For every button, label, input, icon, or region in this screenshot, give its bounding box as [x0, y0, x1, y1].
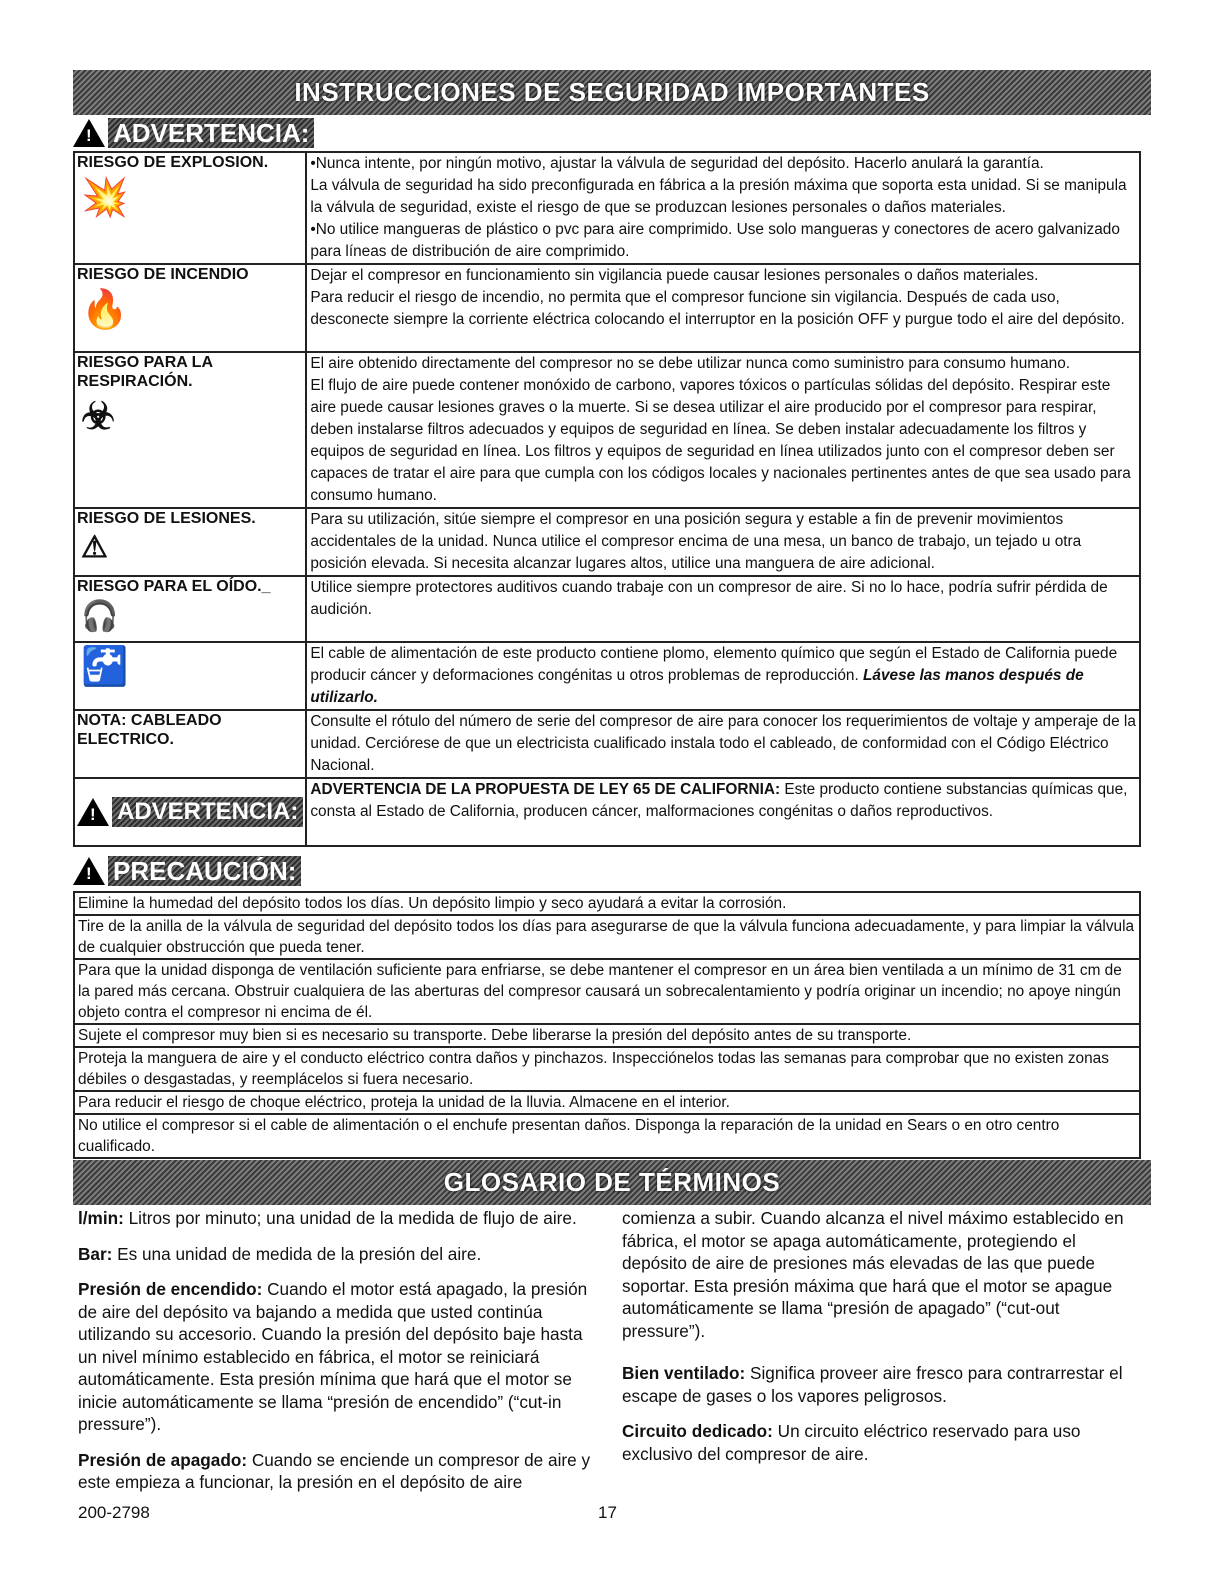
glossary-definition: Es una unidad de medida de la presión del aire. [112, 1243, 482, 1264]
hazard-row [74, 710, 1140, 778]
glossary-entry [78, 1243, 598, 1266]
warning-label: ADVERTENCIA: [108, 118, 314, 148]
hazard-text: El cable de alimentación de este producto contiene plomo, elemento químico que según el Estado de California puede producir cáncer y deformaciones congénitas u otros problemas de reproducción. [310, 645, 1118, 684]
hazard-text: El aire obtenido directamente del compresor no se debe utilizar nunca como suministro para consumo humano. [310, 355, 1071, 372]
hazard-label: RIESGO DE INCENDIO [77, 266, 249, 283]
glossary-definition: Significa proveer aire fresco para contrarrestar el escape de gases o los vapores peligrosos. [622, 1363, 1123, 1406]
caution-header [73, 856, 301, 886]
precaution-item: No utilice el compresor si el cable de alimentación o el enchufe presentan daños. Disponga la reparación de la unidad en Sears o en otro centro cualificado. [73, 1115, 1141, 1159]
hazard-text-cell [306, 576, 1140, 642]
safety-banner [73, 70, 1151, 115]
glossary-entry [622, 1420, 1137, 1465]
explosion-icon: 💥 [81, 177, 129, 219]
respiration-hazard-icon: ☣ [81, 396, 116, 438]
hazard-label-cell [74, 508, 306, 576]
glossary-title: GLOSARIO DE TÉRMINOS [443, 1167, 781, 1197]
glossary-entry [78, 1449, 598, 1494]
hazard-table [73, 151, 1141, 847]
glossary-term: Presión de apagado: [78, 1449, 248, 1470]
caution-label: PRECAUCIÓN: [108, 856, 301, 886]
hazard-text: Consulte el rótulo del número de serie del compresor de aire para conocer los requerimientos de voltaje y amperaje de la unidad. Cerciórese de que un electricista cualificado instala todo el cableado, de conformidad con el Código Eléctrico Nacional. [310, 713, 1136, 774]
warning-triangle-icon [77, 798, 109, 826]
glossary-term: l/min: [78, 1208, 124, 1228]
prop65-text: Este producto contiene substancias químicas que, consta al Estado de California, producen cáncer, malformaciones congénitas o daños reproductivos. [310, 781, 1128, 820]
glossary-entry [78, 1207, 598, 1230]
hazard-label: RIESGO PARA EL OÍDO._ [77, 578, 271, 595]
hazard-text-cell [306, 352, 1140, 508]
hazard-label: RIESGO DE LESIONES. [77, 510, 256, 527]
wash-hands-icon: 🚰 [81, 646, 129, 688]
glossary-definition: Un circuito eléctrico reservado para uso exclusivo del compresor de aire. [622, 1421, 1081, 1464]
glossary-definition: Cuando se enciende un compresor de aire y este empieza a funcionar, la presión en el depósito de aire [78, 1449, 591, 1492]
glossary-right-column [622, 1207, 1137, 1478]
precaution-item: Tire de la anilla de la válvula de seguridad del depósito todos los días para asegurarse de que la válvula funciona adecuadamente, y para limpiar la válvula de cualquier obstrucción que pueda tener. [73, 916, 1141, 960]
injury-hazard-icon: ⚠ [81, 531, 108, 564]
glossary-term: Bien ventilado: [622, 1363, 746, 1383]
hazard-label-cell [74, 152, 306, 264]
hazard-text: •No utilice mangueras de plástico o pvc para aire comprimido. Use solo mangueras y conectores de acero galvanizado para líneas de distribución de aire comprimido. [310, 221, 1120, 260]
glossary-banner [73, 1160, 1151, 1205]
glossary-left-column [78, 1207, 598, 1507]
precaution-item: Sujete el compresor muy bien si es necesario su transporte. Debe liberarse la presión del depósito antes de su transporte. [73, 1025, 1141, 1048]
warning-header [73, 118, 314, 148]
fire-icon: 🔥 [81, 289, 129, 331]
hazard-label-cell [74, 778, 306, 846]
hazard-row [74, 778, 1140, 846]
hazard-row [74, 264, 1140, 352]
hazard-label-cell [74, 642, 306, 710]
prop65-warning-header [77, 797, 303, 827]
precaution-item: Para que la unidad disponga de ventilación suficiente para enfriarse, se debe mantener el compresor en un área bien ventilada a un mínimo de 31 cm de la pared más cercana. Obstruir cualquiera de las aberturas del compresor causará un sobrecalentamiento y podría originar un incendio; no apoye ningún objeto contra el compresor ni encima de él. [73, 960, 1141, 1025]
precaution-item: Para reducir el riesgo de choque eléctrico, proteja la unidad de la lluvia. Almacene en el interior. [73, 1092, 1141, 1115]
glossary-definition: Litros por minuto; una unidad de la medida de flujo de aire. [123, 1208, 577, 1228]
glossary-entry [622, 1362, 1137, 1407]
hazard-row [74, 352, 1140, 508]
glossary-continuation: comienza a subir. Cuando alcanza el nivel máximo establecido en fábrica, el motor se apaga automáticamente, protegiendo el depósito de aire de presiones más elevadas de las que puede soportar. Esta presión máxima que hará que el motor se apague automáticamente se llama “presión de apagado” (“cut-out pressure”). [622, 1208, 1124, 1341]
hazard-text: Utilice siempre protectores auditivos cuando trabaje con un compresor de aire. Si no lo hace, podría sufrir pérdida de audición. [310, 579, 1108, 618]
hazard-label-cell [74, 710, 306, 778]
hazard-row [74, 642, 1140, 710]
hazard-emphasis: Lávese las manos después de utilizarlo. [310, 667, 1084, 706]
hazard-text: La válvula de seguridad ha sido preconfigurada en fábrica a la presión máxima que soporta esta unidad. Si se manipula la válvula de seguridad, existe el riesgo de que se produzcan lesiones personales o daños materiales. [310, 177, 1127, 216]
hazard-text-cell [306, 710, 1140, 778]
glossary-term: Bar: [78, 1243, 113, 1264]
hazard-text: Para reducir el riesgo de incendio, no permita que el compresor funcione sin vigilancia. Después de cada uso, desconecte siempre la corriente eléctrica colocando el interruptor en la posición OFF y purgue todo el aire del depósito. [310, 289, 1125, 328]
hazard-text-cell [306, 508, 1140, 576]
hazard-label-cell [74, 352, 306, 508]
precaution-item: Elimine la humedad del depósito todos los días. Un depósito limpio y seco ayudará a evitar la corrosión. [73, 891, 1141, 916]
warning-triangle-icon [73, 119, 105, 147]
hazard-text-cell [306, 264, 1140, 352]
warning-label: ADVERTENCIA: [112, 797, 303, 827]
glossary-entry [78, 1278, 598, 1436]
hazard-text: Para su utilización, sitúe siempre el compresor en una posición segura y estable a fin de prevenir movimientos accidentales de la unidad. Nunca utilice el compresor encima de una mesa, un banco de trabajo, un tejado u otra posición elevada. Si necesita alcanzar lugares altos, utilice una manguera de aire adicional. [310, 511, 1082, 572]
hazard-row [74, 508, 1140, 576]
hazard-text-cell [306, 152, 1140, 264]
hazard-label: RIESGO DE EXPLOSION. [77, 154, 269, 171]
hazard-text-cell [306, 642, 1140, 710]
doc-number: 200-2798 [78, 1503, 150, 1522]
prop65-title: ADVERTENCIA DE LA PROPUESTA DE LEY 65 DE CALIFORNIA: [310, 781, 781, 798]
hazard-row [74, 152, 1140, 264]
glossary-term: Presión de encendido: [78, 1279, 263, 1299]
hazard-label-cell [74, 264, 306, 352]
hazard-label-cell [74, 576, 306, 642]
hazard-text: El flujo de aire puede contener monóxido de carbono, vapores tóxicos o partículas sólidas del depósito. Respirar este aire puede causar lesiones graves o la muerte. Si se desea utilizar el aire producido por el compresor para respirar, deben instalarse filtros adecuados y equipos de seguridad en línea. Se deben instalar adecuadamente los filtros y equipos de seguridad en línea. Los filtros y equipos de seguridad en línea utilizados junto con el compresor deben ser capaces de tratar el aire para que cumpla con los códigos locales y nacionales pertinentes antes de que sea usado para consumo humano. [310, 377, 1131, 504]
hazard-text: •Nunca intente, por ningún motivo, ajustar la válvula de seguridad del depósito. Hacerlo anulará la garantía. [310, 155, 1044, 172]
glossary-definition: Cuando el motor está apagado, la presión de aire del depósito va bajando a medida que usted continúa utilizando su accesorio. Cuando la presión del depósito baje hasta un nivel mínimo establecido en fábrica, el motor se reiniciará automáticamente. Esta presión mínima que hará que el motor se inicie automáticamente se llama “presión de encendido” (“cut-in pressure”). [78, 1279, 588, 1434]
hazard-text: Dejar el compresor en funcionamiento sin vigilancia puede causar lesiones personales o daños materiales. [310, 267, 1039, 284]
warning-triangle-icon [73, 857, 105, 885]
hazard-row [74, 576, 1140, 642]
hazard-text-cell [306, 778, 1140, 846]
banner-title: INSTRUCCIONES DE SEGURIDAD IMPORTANTES [294, 77, 930, 107]
page-number: 17 [598, 1503, 617, 1522]
precaution-item: Proteja la manguera de aire y el conducto eléctrico contra daños y pinchazos. Inspecciónelos todas las semanas para comprobar que no existen zonas débiles o desgastadas, y reemplácelos si fuera necesario. [73, 1048, 1141, 1092]
glossary-term: Circuito dedicado: [622, 1421, 773, 1441]
hazard-label: RIESGO PARA LA RESPIRACIÓN. [77, 354, 213, 390]
hazard-label: NOTA: CABLEADO ELECTRICO. [77, 712, 222, 748]
precaution-list [73, 891, 1141, 1159]
ear-protection-icon: 🎧 [81, 600, 119, 633]
